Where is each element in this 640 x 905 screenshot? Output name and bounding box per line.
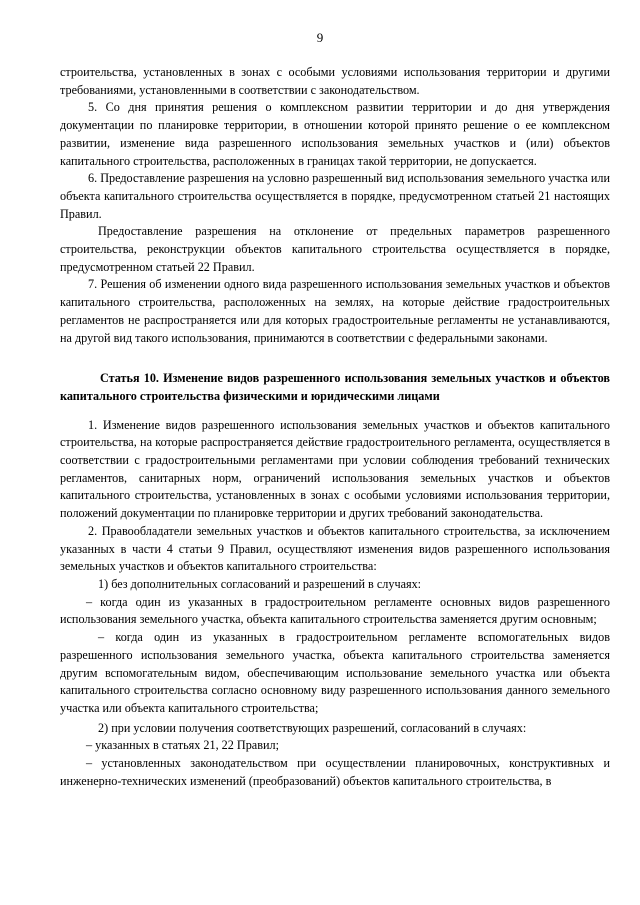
list-item: – указанных в статьях 21, 22 Правил; (86, 738, 279, 753)
page-number: 9 (316, 30, 324, 45)
article-heading: Статья 10. Изменение видов разрешенного использования земельных участков и объектов капитального строительства физическими и юридическими лицами (60, 371, 610, 403)
paragraph: 1. Изменение видов разрешенного использования земельных участков и объектов капитального строительства, на которые распространяется действие градостроительного регламента, осуществляется в соответствии с градостроительными регламентами при условии соблюдения требований технических регламентов, санитарных норм, ограничений использования земельных участков и объектов капитального строительства, установленных в зонах с особыми условиями использования территории, положений документации по планировке территории и других требований законодательства. (60, 417, 610, 521)
paragraph: Предоставление разрешения на отклонение от предельных параметров разрешенного строительства, реконструкции объектов капитального строительства осуществляется в порядке, предусмотренном статьей 22 Правил. (60, 224, 610, 274)
paragraph: 5. Со дня принятия решения о комплексном развитии территории и до дня утверждения документации по планировке территории, в отношении которой принято решение о ее комплексном развитии, изменение вида разрешенного использования земельных участков и (или) объектов капитального строительства, расположенных в границах такой территории, не допускается. (60, 100, 610, 168)
paragraph: 2. Правообладатели земельных участков и объектов капитального строительства, за исключением указанных в части 4 статьи 9 Правил, осуществляют изменения видов разрешенного использования земельных участков и объектов капитального строительства: (60, 523, 610, 574)
list-item: 2) при условии получения соответствующих разрешений, согласований в случаях: (98, 720, 527, 735)
paragraph: 6. Предоставление разрешения на условно разрешенный вид использования земельного участка или объекта капитального строительства осуществляется в порядке, предусмотренном статьей 21 настоящих Правил. (60, 171, 610, 221)
list-item: – установленных законодательством при осуществлении планировочных, конструктивных и инженерно-технических изменений (преобразований) объектов капитального строительства, в (60, 756, 610, 788)
list-item: 1) без дополнительных согласований и разрешений в случаях: (98, 576, 422, 591)
list-item: – когда один из указанных в градостроительном регламенте основных видов разрешенного использования земельного участка, объекта капитального строительства заменяется другим основным; (60, 594, 610, 627)
paragraph: строительства, установленных в зонах с особыми условиями использования территории и другими требованиями, установленными в соответствии с законодательством. (60, 65, 610, 97)
paragraph: 7. Решения об изменении одного вида разрешенного использования земельных участков и объектов капитального строительства, расположенных на землях, на которые действие градостроительных регламентов не распространяется или для которых градостроительные регламенты не устанавливаются, на другой вид такого использования, принимаются в соответствии с федеральными законами. (60, 277, 610, 345)
list-item: – когда один из указанных в градостроительном регламенте вспомогательных видов разрешенного использования земельного участка, объекта капитального строительства заменяется другим вспомогательным видом, обеспечивающим использование земельного участка или объекта капитального строительства согласно основному виду разрешенного использования данного земельного участка или объекта капитального строительства; (60, 630, 610, 715)
document-body (60, 64, 610, 790)
